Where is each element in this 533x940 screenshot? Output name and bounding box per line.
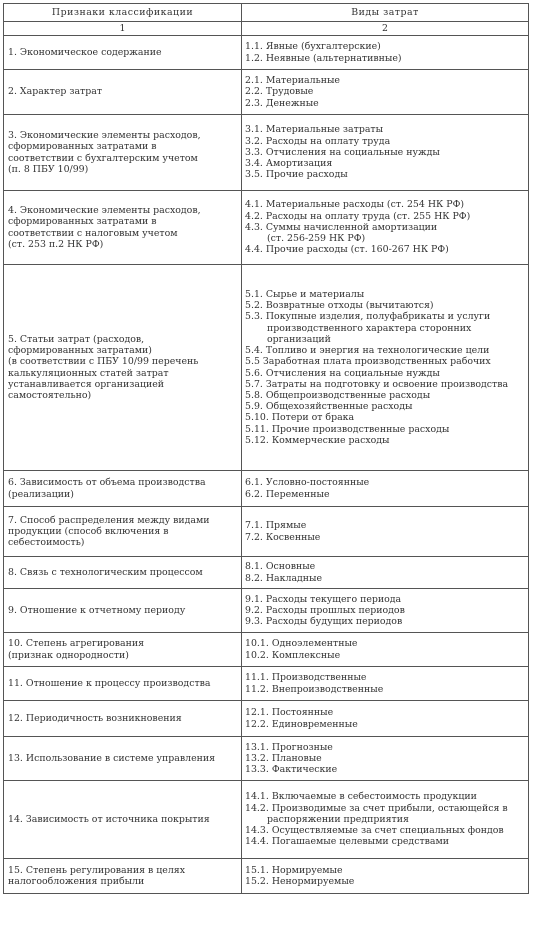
cost-type-item: 12.2. Единовременные xyxy=(245,718,358,730)
cost-type-item: 6.2. Переменные xyxy=(245,488,330,500)
feature-line: 1. Экономическое содержание xyxy=(8,46,162,58)
cost-type-item: 4.3. Суммы начисленной амортизации xyxy=(245,221,438,233)
classification-feature xyxy=(4,265,242,471)
classification-feature xyxy=(4,667,242,701)
cost-type-item: 10.2. Комплексные xyxy=(245,649,341,661)
classification-feature xyxy=(4,115,242,191)
cost-type-item: 3.5. Прочие расходы xyxy=(245,169,348,181)
cost-type-item: (ст. 256-259 НК РФ) xyxy=(267,233,366,245)
column-number-row xyxy=(4,22,529,36)
table-row xyxy=(4,191,529,265)
classification-feature xyxy=(4,36,242,70)
table-row xyxy=(4,701,529,737)
cost-types xyxy=(242,701,529,737)
cost-type-item: 15.2. Ненормируемые xyxy=(245,876,355,887)
classification-feature xyxy=(4,557,242,589)
feature-line: себестоимость) xyxy=(8,537,85,549)
cost-type-item: производственного характера сторонних xyxy=(267,322,472,334)
cost-type-item: 2.2. Трудовые xyxy=(245,86,314,98)
cost-type-item: 3.1. Материальные затраты xyxy=(245,124,384,136)
table-row xyxy=(4,507,529,557)
classification-feature xyxy=(4,737,242,781)
feature-line: 8. Связь с технологическим процессом xyxy=(8,566,203,578)
feature-line: продукции (способ включения в xyxy=(8,525,169,537)
cost-type-item: 4.2. Расходы на оплату труда (ст. 255 НК РФ) xyxy=(245,210,471,222)
cost-type-item: 5.6. Отчисления на социальные нужды xyxy=(245,367,440,379)
cost-type-item: 13.1. Прогнозные xyxy=(245,741,333,753)
cost-type-item: 3.4. Амортизация xyxy=(245,158,333,170)
feature-line: 14. Зависимость от источника покрытия xyxy=(8,813,210,825)
cost-type-item: 8.1. Основные xyxy=(245,561,316,573)
cost-types xyxy=(242,115,529,191)
cost-type-item: 13.3. Фактические xyxy=(245,764,338,776)
table-row xyxy=(4,557,529,589)
table-row xyxy=(4,667,529,701)
cost-type-item: 9.1. Расходы текущего периода xyxy=(245,593,402,605)
cost-type-item: 5.7. Затраты на подготовку и освоение производства xyxy=(245,378,509,390)
cost-type-item: 7.1. Прямые xyxy=(245,520,307,532)
feature-line: (ст. 253 п.2 НК РФ) xyxy=(8,238,104,250)
feature-line: соответствии с налоговым учетом xyxy=(8,227,178,239)
feature-line: сформированных затратами в xyxy=(8,141,157,153)
cost-types xyxy=(242,265,529,471)
cost-types xyxy=(242,557,529,589)
feature-line: (признак однородности) xyxy=(8,649,129,661)
classification-feature xyxy=(4,781,242,859)
feature-line: 7. Способ распределения между видами xyxy=(8,514,210,526)
cost-type-item: 14.3. Осуществляемые за счет специальных фондов xyxy=(245,825,504,837)
cost-type-item: 5.2. Возвратные отходы (вычитаются) xyxy=(245,300,434,312)
feature-line: сформированных затратами) xyxy=(8,345,152,357)
cost-type-item: 1.2. Неявные (альтернативные) xyxy=(245,52,402,64)
cost-types xyxy=(242,507,529,557)
cost-type-item: 5.8. Общепроизводственные расходы xyxy=(245,389,431,401)
classification-feature xyxy=(4,191,242,265)
feature-line: 3. Экономические элементы расходов, xyxy=(8,130,201,142)
cost-type-item: 2.1. Материальные xyxy=(245,75,340,87)
table-row xyxy=(4,265,529,471)
cost-types xyxy=(242,191,529,265)
cost-type-item: 3.3. Отчисления на социальные нужды xyxy=(245,146,440,158)
classification-feature xyxy=(4,701,242,737)
cost-types xyxy=(242,667,529,701)
cost-type-item: 5.10. Потери от брака xyxy=(245,412,355,424)
feature-line: сформированных затратами в xyxy=(8,216,157,228)
feature-line: 10. Степень агрегирования xyxy=(8,638,145,650)
cost-types xyxy=(242,859,529,894)
cost-type-item: 2.3. Денежные xyxy=(245,97,319,109)
header-features: Признаки классификации xyxy=(4,4,242,22)
cost-type-item: 5.3. Покупные изделия, полуфабрикаты и услуги xyxy=(245,311,491,323)
header-row xyxy=(4,4,529,22)
feature-line: налогообложения прибыли xyxy=(8,876,145,887)
feature-line: 13. Использование в системе управления xyxy=(8,752,216,764)
cost-type-item: 13.2. Плановые xyxy=(245,752,322,764)
table-row xyxy=(4,633,529,667)
table-row xyxy=(4,781,529,859)
cost-type-item: 10.1. Одноэлементные xyxy=(245,638,358,650)
feature-line: (п. 8 ПБУ 10/99) xyxy=(8,163,89,175)
cost-type-item: распоряжении предприятия xyxy=(267,813,409,825)
feature-line: 6. Зависимость от объема производства xyxy=(8,477,206,489)
cost-type-item: 14.4. Погашаемые целевыми средствами xyxy=(245,836,450,848)
feature-line: калькуляционных статей затрат xyxy=(8,367,169,379)
cost-type-item: 11.2. Внепроизводственные xyxy=(245,683,384,695)
table-row xyxy=(4,115,529,191)
cost-types xyxy=(242,737,529,781)
cost-type-item: 5.1. Сырье и материалы xyxy=(245,289,365,301)
classification-feature xyxy=(4,471,242,507)
table-row xyxy=(4,737,529,781)
table-row xyxy=(4,589,529,633)
feature-line: 5. Статьи затрат (расходов, xyxy=(8,333,145,345)
feature-line: 12. Периодичность возникновения xyxy=(8,712,182,724)
cost-type-item: 15.1. Нормируемые xyxy=(245,864,343,876)
cost-type-item: 12.1. Постоянные xyxy=(245,707,334,719)
cost-type-item: 5.12. Коммерческие расходы xyxy=(245,434,390,446)
classification-feature xyxy=(4,70,242,115)
table-row xyxy=(4,859,529,894)
feature-line: 2. Характер затрат xyxy=(8,86,103,98)
cost-classification-table xyxy=(3,3,529,894)
feature-line: самостоятельно) xyxy=(8,389,92,401)
header-cost-types: Виды затрат xyxy=(242,4,529,22)
table-body xyxy=(4,36,529,894)
cost-type-item: 7.2. Косвенные xyxy=(245,531,321,543)
cost-type-item: 3.2. Расходы на оплату труда xyxy=(245,135,391,147)
classification-feature xyxy=(4,589,242,633)
cost-type-item: 5.11. Прочие производственные расходы xyxy=(245,423,450,435)
cost-types xyxy=(242,36,529,70)
feature-line: (реализации) xyxy=(8,488,74,500)
feature-line: 9. Отношение к отчетному периоду xyxy=(8,604,186,616)
feature-line: 4. Экономические элементы расходов, xyxy=(8,205,201,217)
cost-type-item: 14.2. Производимые за счет прибыли, остающейся в xyxy=(245,802,508,814)
cost-type-item: 4.1. Материальные расходы (ст. 254 НК РФ) xyxy=(245,199,465,211)
cost-types xyxy=(242,781,529,859)
feature-line: 11. Отношение к процессу производства xyxy=(8,677,211,689)
table-row xyxy=(4,471,529,507)
cost-type-item: 11.1. Производственные xyxy=(245,672,367,684)
classification-feature xyxy=(4,633,242,667)
column-number-1: 1 xyxy=(4,22,242,36)
cost-type-item: 5.4. Топливо и энергия на технологические цели xyxy=(245,345,490,357)
table-row xyxy=(4,70,529,115)
feature-line: 15. Степень регулирования в целях xyxy=(8,864,186,876)
feature-line: устанавливается организацией xyxy=(8,378,165,390)
cost-type-item: 9.2. Расходы прошлых периодов xyxy=(245,604,405,616)
cost-type-item: 8.2. Накладные xyxy=(245,572,323,584)
classification-feature xyxy=(4,859,242,894)
cost-type-item: 5.5 Заработная плата производственных рабочих xyxy=(245,356,491,368)
feature-line: (в соответствии с ПБУ 10/99 перечень xyxy=(8,356,199,368)
cost-types xyxy=(242,633,529,667)
feature-line: соответствии с бухгалтерским учетом xyxy=(8,152,198,164)
cost-type-item: 6.1. Условно-постоянные xyxy=(245,477,370,489)
cost-types xyxy=(242,70,529,115)
cost-type-item: 5.9. Общехозяйственные расходы xyxy=(245,401,413,413)
cost-type-item: 4.4. Прочие расходы (ст. 160-267 НК РФ) xyxy=(245,244,449,256)
cost-type-item: организаций xyxy=(267,333,331,345)
cost-types xyxy=(242,589,529,633)
table-row xyxy=(4,36,529,70)
classification-feature xyxy=(4,507,242,557)
cost-type-item: 9.3. Расходы будущих периодов xyxy=(245,616,403,628)
column-number-2: 2 xyxy=(242,22,529,36)
cost-types xyxy=(242,471,529,507)
cost-type-item: 14.1. Включаемые в себестоимость продукции xyxy=(245,791,477,803)
cost-type-item: 1.1. Явные (бухгалтерские) xyxy=(245,41,381,53)
